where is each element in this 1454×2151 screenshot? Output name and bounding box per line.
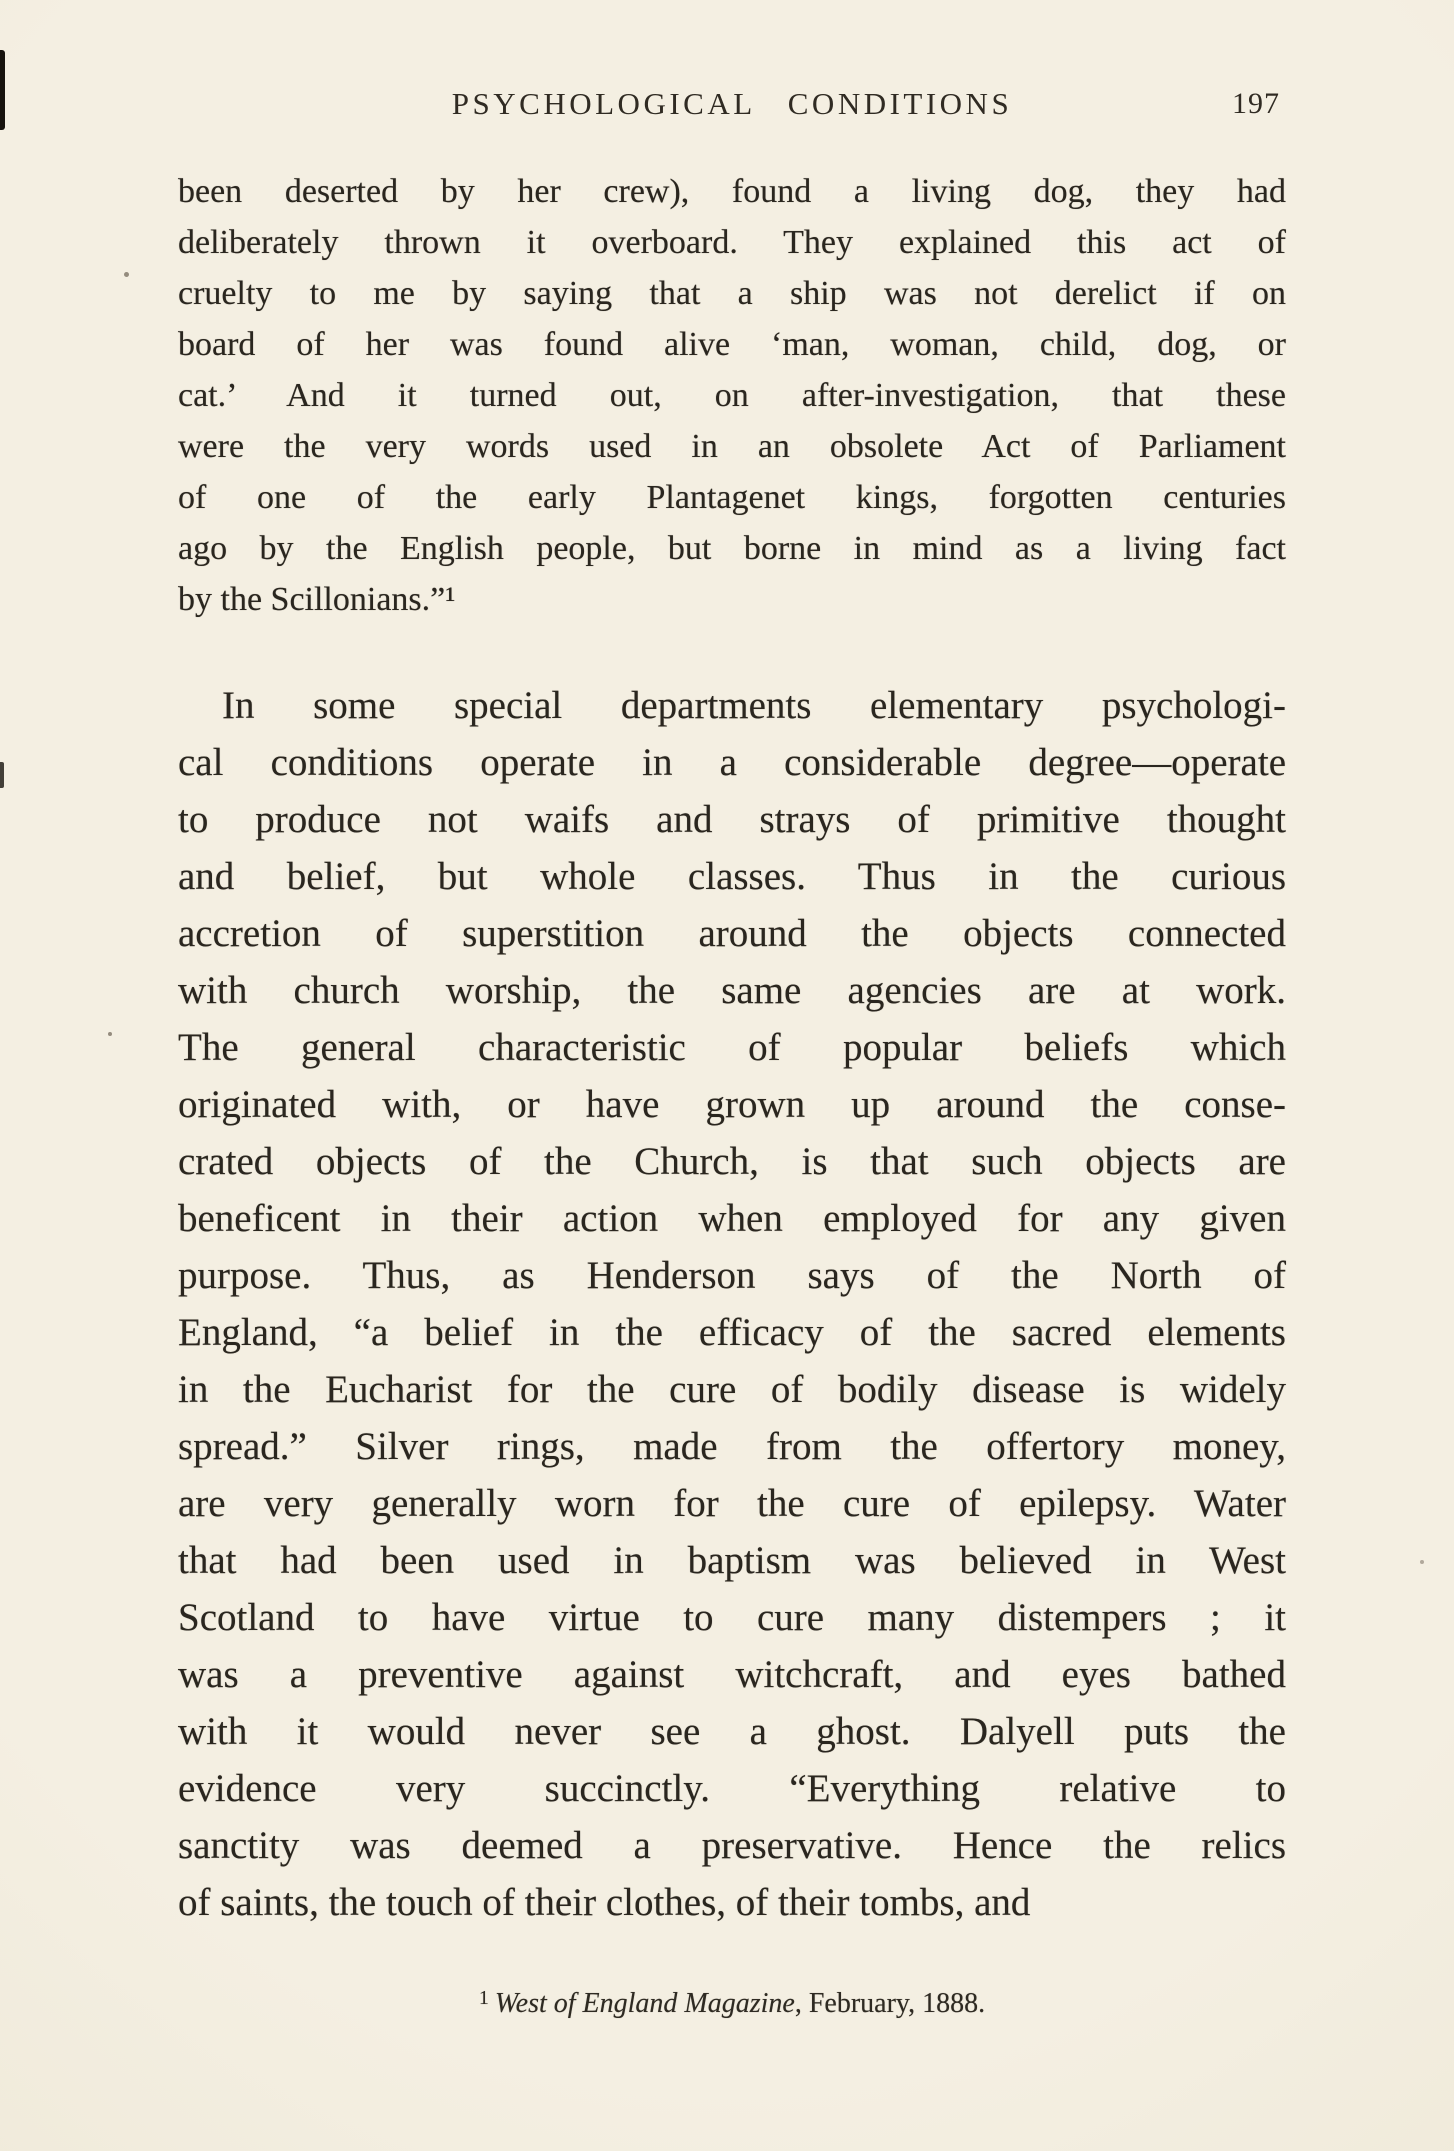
text-line: board of her was found alive ‘man, woman, child, dog, or (178, 326, 1286, 363)
text-line: by the Scillonians.”¹ (178, 581, 456, 618)
scan-speck (108, 1032, 112, 1036)
text-line: that had been used in baptism was believed in West (178, 1539, 1286, 1582)
text-line: of saints, the touch of their clothes, of their tombs, and (178, 1881, 1031, 1924)
scan-artifact (0, 50, 5, 130)
running-header-title: PSYCHOLOGICAL CONDITIONS (451, 86, 1013, 121)
scan-speck (124, 272, 129, 277)
text-line: England, “a belief in the efficacy of the sacred elements (178, 1311, 1286, 1354)
text-line: In some special departments elementary psychologi- (222, 684, 1286, 727)
text-line: cat.’ And it turned out, on after-investigation, that these (178, 377, 1286, 414)
footnote (178, 1987, 1286, 2020)
text-line: are very generally worn for the cure of epilepsy. Water (178, 1482, 1286, 1525)
text-line: beneficent in their action when employed for any given (178, 1197, 1286, 1240)
scan-artifact (0, 762, 4, 788)
text-line: been deserted by her crew), found a living dog, they had (178, 173, 1286, 210)
footnote-date: , February, 1888. (794, 1988, 986, 2019)
text-line: sanctity was deemed a preservative. Hence the relics (178, 1824, 1286, 1867)
text-line: crated objects of the Church, is that such objects are (178, 1140, 1286, 1183)
text-line: was a preventive against witchcraft, and eyes bathed (178, 1653, 1286, 1696)
text-line: and belief, but whole classes. Thus in the curious (178, 855, 1286, 898)
text-line: of one of the early Plantagenet kings, forgotten centuries (178, 479, 1286, 516)
text-line: to produce not waifs and strays of primitive thought (178, 798, 1286, 841)
text-line: deliberately thrown it overboard. They explained this act of (178, 224, 1286, 261)
page-content (178, 0, 1286, 2020)
text-line: spread.” Silver rings, made from the offertory money, (178, 1425, 1286, 1468)
text-line: were the very words used in an obsolete Act of Parliament (178, 428, 1286, 465)
body-paragraph (178, 677, 1286, 1931)
page-header (178, 86, 1286, 122)
text-line: ago by the English people, but borne in mind as a living fact (178, 530, 1286, 567)
text-line: with it would never see a ghost. Dalyell puts the (178, 1710, 1286, 1753)
text-line: The general characteristic of popular beliefs which (178, 1026, 1286, 1069)
footnote-source-title: West of England Magazine (494, 1988, 795, 2019)
text-line: cal conditions operate in a considerable degree—operate (178, 741, 1286, 784)
text-line: purpose. Thus, as Henderson says of the North of (178, 1254, 1286, 1297)
footnote-marker: 1 (478, 1987, 489, 2009)
text-line: cruelty to me by saying that a ship was not derelict if on (178, 275, 1286, 312)
text-line: evidence very succinctly. “Everything relative to (178, 1767, 1286, 1810)
text-line: Scotland to have virtue to cure many distempers ; it (178, 1596, 1286, 1639)
scan-speck (1420, 1560, 1424, 1564)
text-line: accretion of superstition around the objects connected (178, 912, 1286, 955)
text-line: with church worship, the same agencies are at work. (178, 969, 1286, 1012)
quoted-passage-paragraph (178, 166, 1286, 625)
page-number: 197 (1232, 87, 1280, 120)
text-line: in the Eucharist for the cure of bodily disease is widely (178, 1368, 1286, 1411)
text-line: originated with, or have grown up around the conse- (178, 1083, 1286, 1126)
